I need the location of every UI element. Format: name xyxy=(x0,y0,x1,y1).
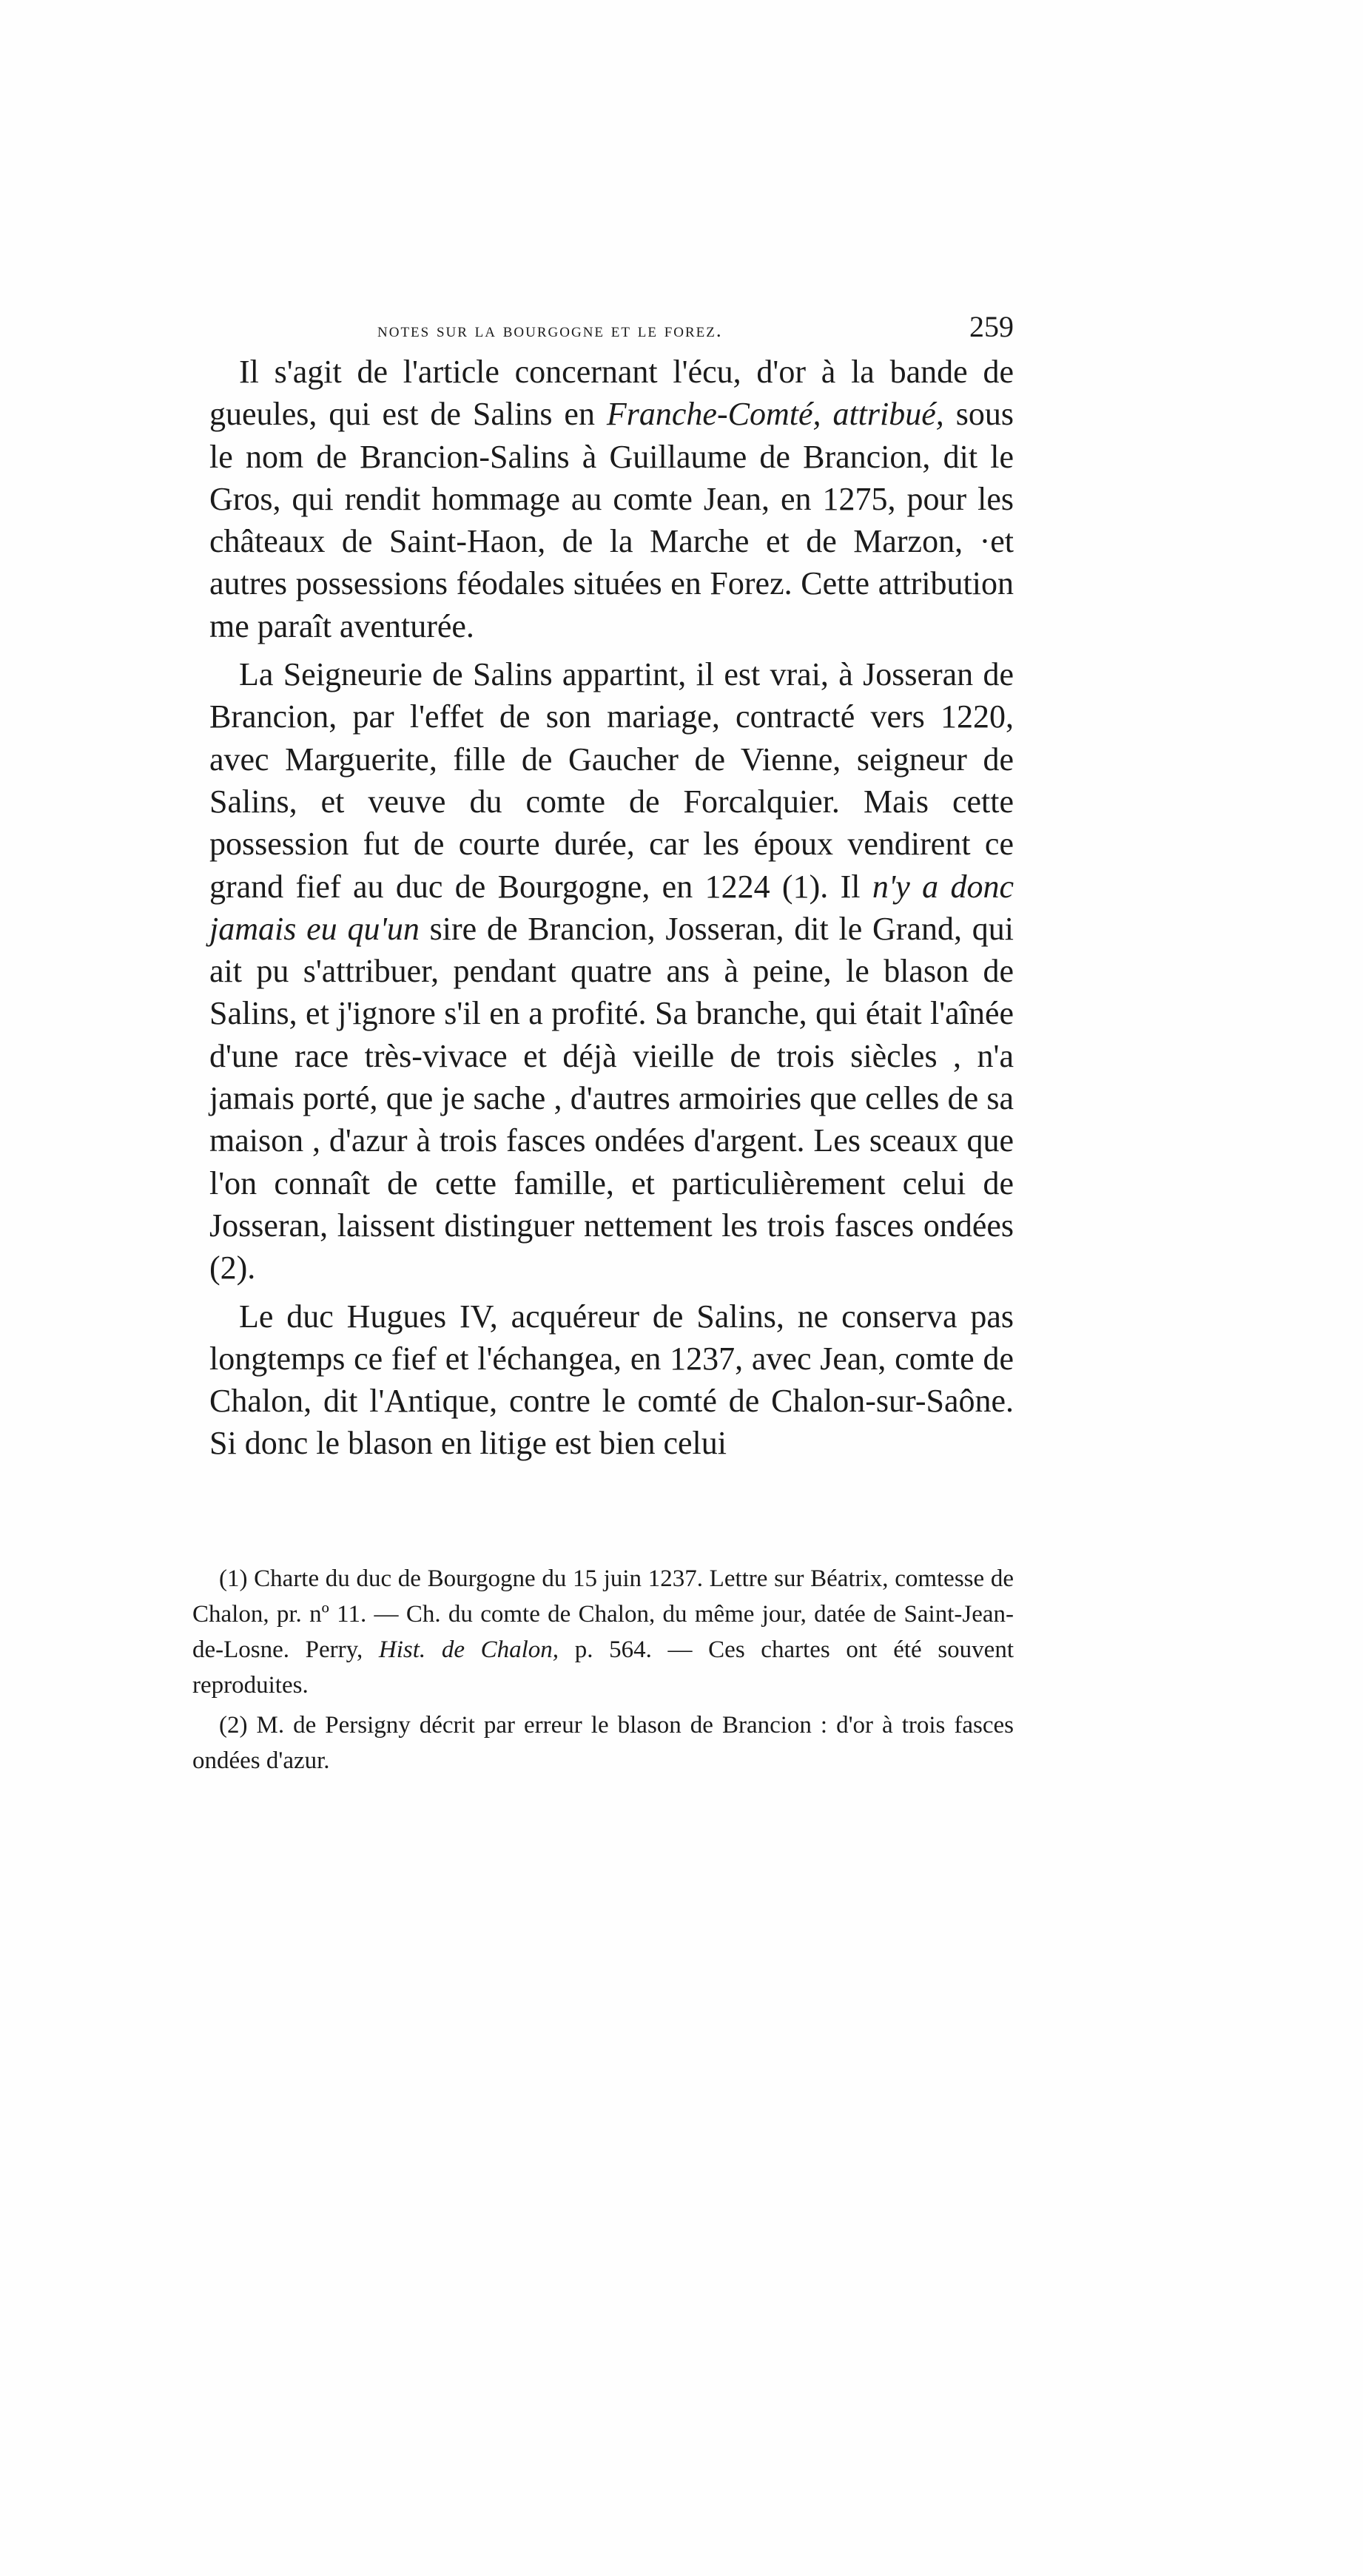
paragraph xyxy=(209,351,1014,647)
footnote-italic-text: Hist. de Chalon, xyxy=(378,1636,559,1663)
footnotes xyxy=(192,1561,1014,1778)
body-text xyxy=(209,351,1014,1465)
paragraph-italic-text: Franche-Comté, attribué, xyxy=(606,396,944,433)
footnote-text: p. 564. — Ces chartes ont été souvent reproduites. xyxy=(192,1636,1014,1699)
paragraph-text: La Seigneurie de Salins appartint, il est vrai, à Josseran de Brancion, par l'effet de son mariage, contracté vers 1220, avec Marguerite, fille de Gaucher de Vienne, seigneur de Salins, et veuve du comte de Forcalquier. Mais cette possession fut de courte durée, car les époux vendirent ce grand fief au duc de Bourgogne, en 1224 (1). Il xyxy=(209,656,1014,905)
paragraph-text: Le duc Hugues IV, acquéreur de Salins, ne conserva pas longtemps ce fief et l'échangea, en 1237, avec Jean, comte de Chalon, dit l'Antique, contre le comté de Chalon-sur-Saône. Si donc le blason en litige est bien celui xyxy=(209,1298,1014,1462)
footnote-text: (1) Charte du duc de Bourgogne du 15 juin 1237. Lettre sur Béatrix, comtesse de Chalon, pr. nº 11. — Ch. du comte de Chalon, du même jour, datée de Saint-Jean-de-Losne. Perry, xyxy=(192,1565,1014,1663)
footnote xyxy=(192,1707,1014,1778)
paragraph xyxy=(209,1295,1014,1465)
footnote xyxy=(192,1561,1014,1703)
running-head xyxy=(377,309,1014,346)
paragraph-text: Il s'agit de l'article concernant l'écu, d'or à la bande de gueules, qui est de Salins en xyxy=(209,354,1014,433)
paragraph-text: sire de Brancion, Josseran, dit le Grand, qui ait pu s'attribuer, pendant quatre ans à peine, le blason de Salins, et j'ignore s'il en a profité. Sa branche, qui était l'aînée d'une race très-vivace et déjà vieille de trois siècles , n'a jamais porté, que je sache , d'autres armoiries que celles de sa maison , d'azur à trois fasces ondées d'argent. Les sceaux que l'on connaît de cette famille, et particulièrement celui de Josseran, laissent distinguer nettement les trois fasces ondées (2). xyxy=(209,910,1014,1287)
footnote-text: (2) M. de Persigny décrit par erreur le blason de Brancion : d'or à trois fasces ondées d'azur. xyxy=(192,1712,1014,1774)
paragraph-italic-text: n'y a donc jamais eu qu'un xyxy=(209,868,1014,947)
page-number: 259 xyxy=(969,310,1014,343)
paragraph xyxy=(209,653,1014,1289)
paragraph-text: sous le nom de Brancion-Salins à Guillaume de Brancion, dit le Gros, qui rendit hommage au comte Jean, en 1275, pour les châteaux de Saint-Haon, de la Marche et de Marzon, ·et autres possessions féodales situées en Forez. Cette attribution me paraît aventurée. xyxy=(209,396,1014,644)
running-head-title: notes sur la bourgogne et le forez. xyxy=(377,319,723,341)
